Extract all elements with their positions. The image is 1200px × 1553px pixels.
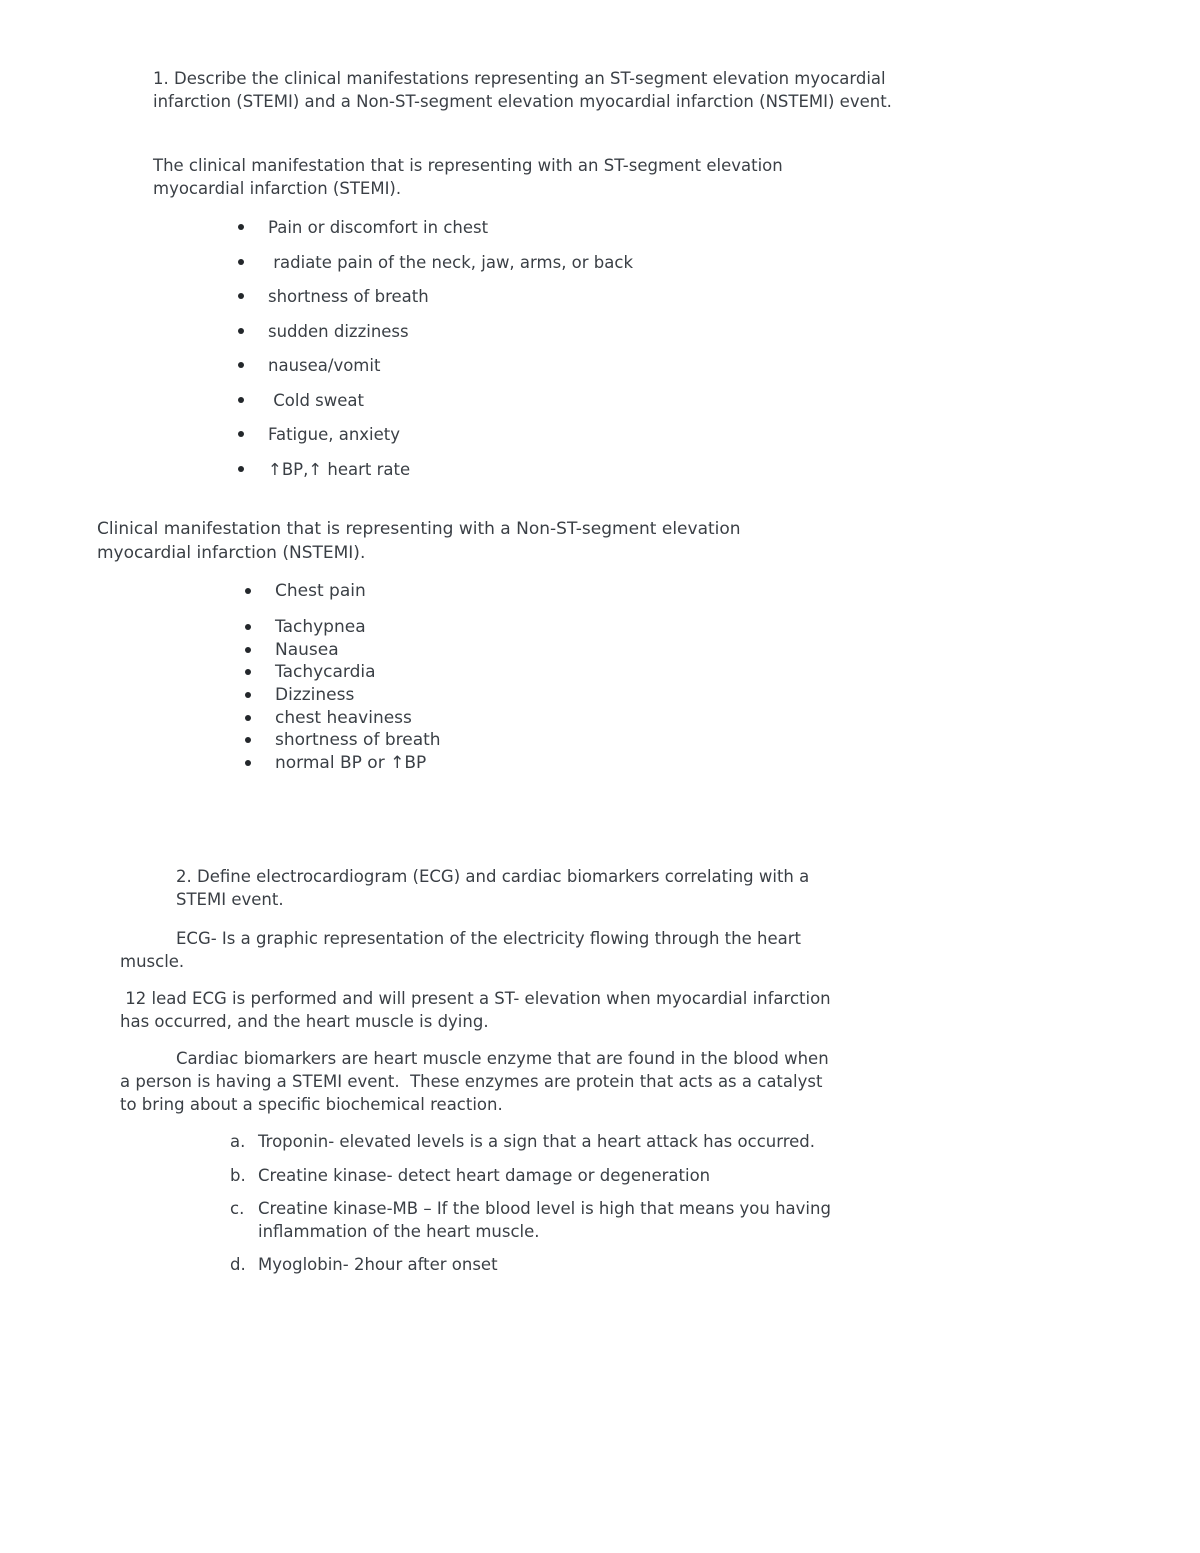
list-item-text: shortness of breath [268,287,429,306]
list-item-text: Tachycardia [275,662,376,683]
bullet-icon [245,588,251,594]
bullet-icon [245,647,251,653]
list-item-text: Cold sweat [268,390,364,410]
list-item-text: Creatine kinase-MB – If the blood level is high that means you having inflammation of the heart muscle. [258,1198,831,1241]
list-item [230,1164,838,1197]
list-item [230,1253,838,1276]
question-1-prompt: 1. Describe the clinical manifestations representing an ST-segment elevation myocardial infarction (STEMI) and a Non-ST-segment elevation myocardial infarction (NSTEMI) event. [153,69,892,111]
bullet-icon [238,431,244,437]
list-letter: c. [230,1198,245,1218]
bullet-icon [245,737,251,743]
list-item-text: shortness of breath [275,730,441,751]
list-item-text: ↑BP,↑ heart rate [268,459,411,479]
list-item [230,1130,838,1164]
bullet-icon [238,362,244,368]
bullet-icon [238,328,244,334]
list-item-text: normal BP or ↑BP [275,753,427,774]
bullet-icon [245,760,251,766]
ecg-definition-paragraph: ECG- Is a graphic representation of the electricity flowing through the heart muscle. [120,929,801,971]
list-item-text: Troponin- elevated levels is a sign that a heart attack has occurred. [258,1132,816,1151]
list-item-text: radiate pain of the neck, jaw, arms, or back [268,252,634,272]
bullet-icon [238,466,244,472]
bullet-icon [245,715,251,721]
bullet-icon [238,259,244,265]
list-item-text: Tachypnea [275,617,366,637]
list-item-text: Pain or discomfort in chest [268,218,489,237]
list-letter: d. [230,1254,246,1274]
cardiac-biomarkers-paragraph: Cardiac biomarkers are heart muscle enzyme that are found in the blood when a person is having a STEMI event. These enzymes are protein that acts as a catalyst to bring about a specific biochemical reaction. [120,1049,834,1114]
biomarker-list [230,1130,838,1276]
list-item [230,1197,838,1253]
list-item-text: Fatigue, anxiety [268,425,401,444]
list-item-text: sudden dizziness [268,321,409,341]
stemi-intro-paragraph: The clinical manifestation that is representing with an ST-segment elevation myocardial infarction (STEMI). [153,156,783,198]
bullet-icon [245,692,251,698]
list-item-text: Nausea [275,639,339,660]
list-letter: a. [230,1132,246,1151]
list-item-text: chest heaviness [275,707,412,728]
bullet-icon [245,669,251,675]
bullet-icon [238,293,244,299]
question-2-prompt: 2. Define electrocardiogram (ECG) and cardiac biomarkers correlating with a STEMI event. [176,867,810,909]
list-letter: b. [230,1165,246,1185]
list-item-text: nausea/vomit [268,356,381,375]
bullet-icon [238,224,244,230]
list-item-text: Creatine kinase- detect heart damage or degeneration [258,1165,711,1185]
list-item-text: Dizziness [275,685,355,706]
list-item-text: Myoglobin- 2hour after onset [258,1254,498,1274]
twelve-lead-ecg-paragraph: 12 lead ECG is performed and will present a ST- elevation when myocardial infarction has occurred, and the heart muscle is dying. [120,989,836,1031]
list-item-text: Chest pain [275,581,366,601]
nstemi-intro-paragraph: Clinical manifestation that is representing with a Non-ST-segment elevation myocardial infarction (NSTEMI). [97,519,741,563]
bullet-icon [238,397,244,403]
bullet-icon [245,624,251,630]
